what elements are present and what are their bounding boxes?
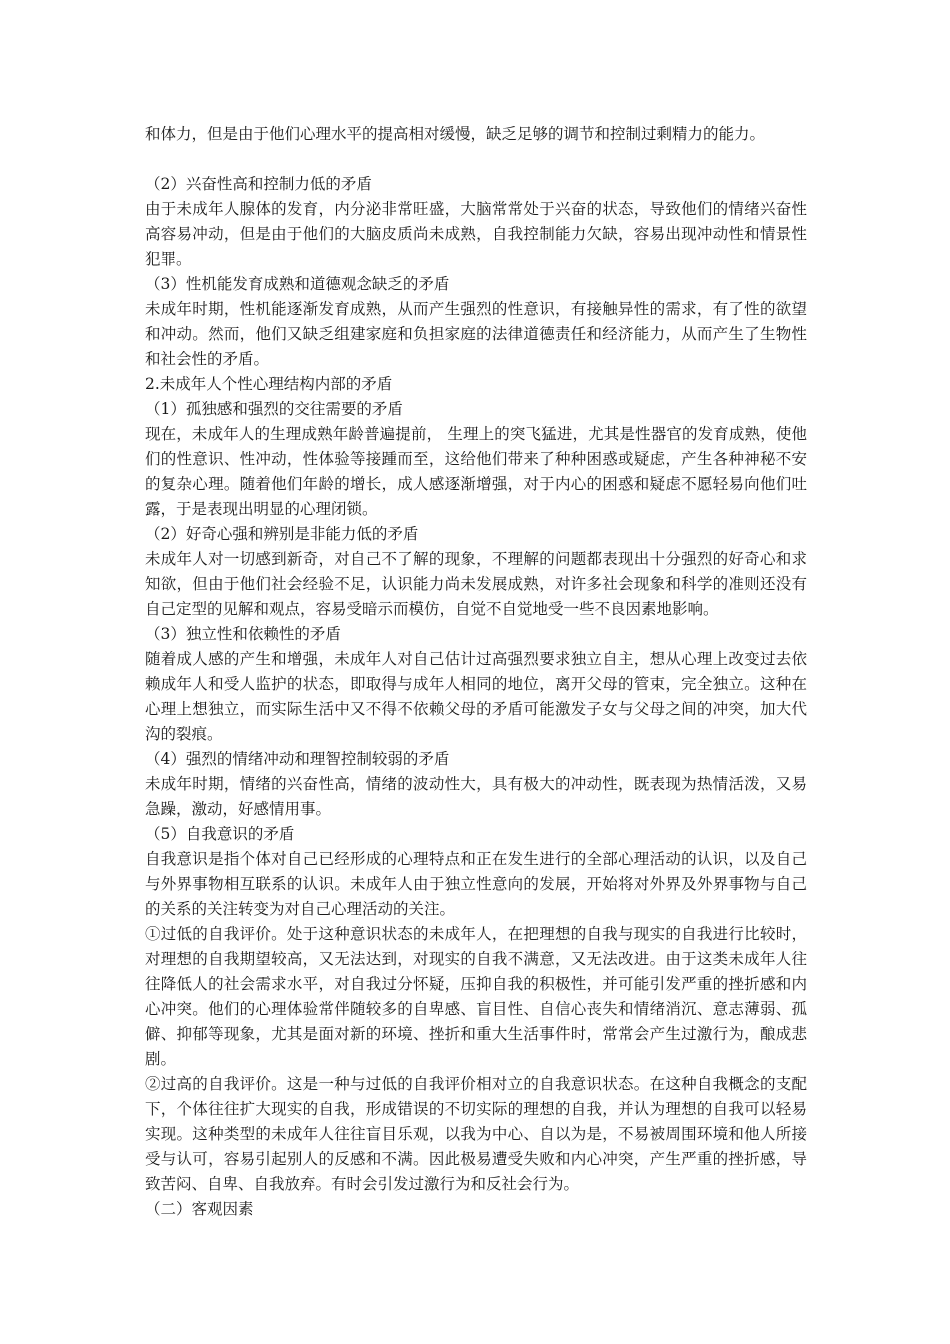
document-page xyxy=(145,122,807,1222)
blank-line xyxy=(145,147,807,172)
section-heading: （3）独立性和依赖性的矛盾 xyxy=(145,625,341,643)
paragraph: 现在，未成年人的生理成熟年龄普遍提前， 生理上的突飞猛进，尤其是性器官的发育成熟，使他们的性意识、性冲动，性体验等接踵而至，这给他们带来了种种困惑或疑虑，产生各种神秘不安的复杂心理。随着他们年龄的增长，成人感逐渐增强，对于内心的困惑和疑虑不愿轻易向他们吐露，于是表现出明显的心理闭锁。 xyxy=(145,425,807,518)
paragraph: 和体力，但是由于他们心理水平的提高相对缓慢，缺乏足够的调节和控制过剩精力的能力。 xyxy=(145,125,766,143)
paragraph: 随着成人感的产生和增强，未成年人对自己估计过高强烈要求独立自主，想从心理上改变过去依赖成年人和受人监护的状态，即取得与成年人相同的地位，离开父母的管束，完全独立。这种在心理上想独立，而实际生活中又不得不依赖父母的矛盾可能激发子女与父母之间的冲突，加大代沟的裂痕。 xyxy=(145,650,807,743)
paragraph: ②过高的自我评价。这是一种与过低的自我评价相对立的自我意识状态。在这种自我概念的支配下，个体往往扩大现实的自我，形成错误的不切实际的理想的自我，并认为理想的自我可以轻易实现。这种类型的未成年人往往盲目乐观，以我为中心、自以为是，不易被周围环境和他人所接受与认可，容易引起别人的反感和不满。因此极易遭受失败和内心冲突，产生严重的挫折感，导致苦闷、自卑、自我放弃。有时会引发过激行为和反社会行为。 xyxy=(145,1075,807,1193)
paragraph: 未成年人对一切感到新奇，对自己不了解的现象，不理解的问题都表现出十分强烈的好奇心和求知欲，但由于他们社会经验不足，认识能力尚未发展成熟，对许多社会现象和科学的准则还没有自己定型的见解和观点，容易受暗示而模仿，自觉不自觉地受一些不良因素地影响。 xyxy=(145,550,807,618)
section-heading: （4）强烈的情绪冲动和理智控制较弱的矛盾 xyxy=(145,750,450,768)
section-heading: （二）客观因素 xyxy=(145,1200,254,1218)
paragraph: 未成年时期，情绪的兴奋性高，情绪的波动性大，具有极大的冲动性，既表现为热情活泼，又易急躁，激动，好感情用事。 xyxy=(145,775,807,818)
section-heading: （3）性机能发育成熟和道德观念缺乏的矛盾 xyxy=(145,275,450,293)
section-heading: （5）自我意识的矛盾 xyxy=(145,825,295,843)
paragraph: ①过低的自我评价。处于这种意识状态的未成年人，在把理想的自我与现实的自我进行比较时，对理想的自我期望较高，又无法达到，对现实的自我不满意，又无法改进。由于这类未成年人往往降低人的社会需求水平，对自我过分怀疑，压抑自我的积极性，并可能引发严重的挫折感和内心冲突。他们的心理体验常伴随较多的自卑感、盲目性、自信心丧失和情绪消沉、意志薄弱、孤僻、抑郁等现象，尤其是面对新的环境、挫折和重大生活事件时，常常会产生过激行为，酿成悲剧。 xyxy=(145,925,807,1068)
section-heading: （2）兴奋性高和控制力低的矛盾 xyxy=(145,175,372,193)
section-heading: （1）孤独感和强烈的交往需要的矛盾 xyxy=(145,400,403,418)
paragraph: 自我意识是指个体对自己已经形成的心理特点和正在发生进行的全部心理活动的认识，以及自己与外界事物相互联系的认识。未成年人由于独立性意向的发展，开始将对外界及外界事物与自己的关系的关注转变为对自己心理活动的关注。 xyxy=(145,850,807,918)
section-heading: （2）好奇心强和辨别是非能力低的矛盾 xyxy=(145,525,419,543)
paragraph: 由于未成年人腺体的发育，内分泌非常旺盛，大脑常常处于兴奋的状态，导致他们的情绪兴奋性高容易冲动，但是由于他们的大脑皮质尚未成熟，自我控制能力欠缺，容易出现冲动性和情景性犯罪。 xyxy=(145,200,807,268)
section-heading: 2.未成年人个性心理结构内部的矛盾 xyxy=(145,375,393,393)
paragraph: 未成年时期，性机能逐渐发育成熟，从而产生强烈的性意识，有接触异性的需求，有了性的欲望和冲动。然而，他们又缺乏组建家庭和负担家庭的法律道德责任和经济能力，从而产生了生物性和社会性的矛盾。 xyxy=(145,300,807,368)
